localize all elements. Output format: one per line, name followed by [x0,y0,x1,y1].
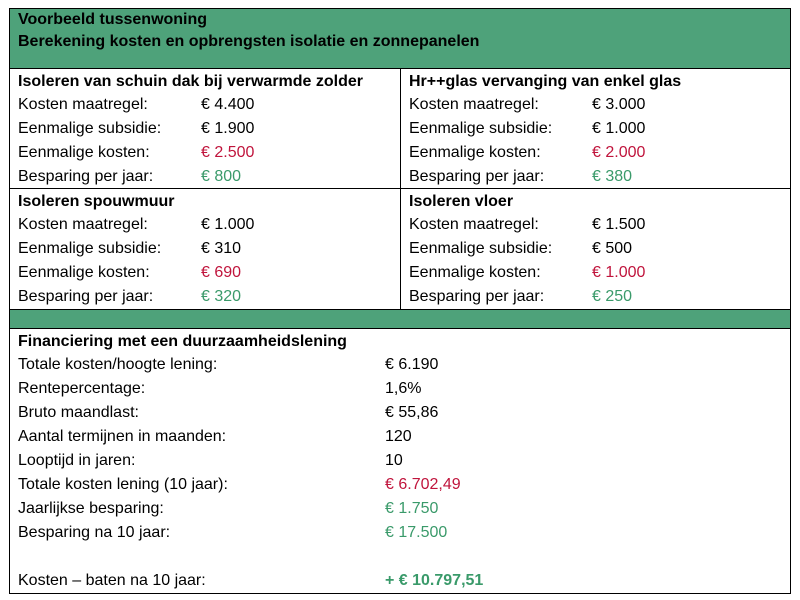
row-label: Kosten maatregel: [18,96,148,113]
row-label: Eenmalige kosten: [18,264,150,281]
row-label: Besparing per jaar: [18,168,154,185]
financing-value: 120 [385,428,412,445]
row-label: Eenmalige kosten: [409,144,541,161]
financing-row [18,356,778,378]
financing-value: € 6.190 [385,356,439,373]
header-subtitle: Berekening kosten en opbrengsten isolatie en zonnepanelen [18,33,480,50]
row-label: Eenmalige subsidie: [18,120,162,137]
row-value: € 3.000 [592,96,646,113]
row-label: Eenmalige subsidie: [409,120,553,137]
financing-label: Aantal termijnen in maanden: [18,428,227,445]
row-label: Eenmalige subsidie: [18,240,162,257]
measures-grid [10,69,790,309]
row-label: Eenmalige subsidie: [409,240,553,257]
row-value: € 2.000 [592,144,646,161]
row-value: € 800 [201,168,242,185]
row-label: Kosten maatregel: [409,216,539,233]
row-label: Besparing per jaar: [409,168,545,185]
row-label: Besparing per jaar: [409,288,545,305]
row-value: € 320 [201,288,242,305]
financing-label: Bruto maandlast: [18,404,139,421]
block-cavity-wall [10,189,401,309]
block-title: Hr++glas vervanging van enkel glas [409,73,682,90]
row-value: € 1.000 [592,264,646,281]
result-label: Kosten – baten na 10 jaar: [18,572,206,589]
section-divider [10,309,790,329]
row-value: € 380 [592,168,633,185]
financing-row [18,404,778,426]
financing-value: € 55,86 [385,404,439,421]
row-value: € 2.500 [201,144,255,161]
row-value: € 500 [592,240,633,257]
row-value: € 310 [201,240,242,257]
row-label: Kosten maatregel: [409,96,539,113]
row-value: € 1.500 [592,216,646,233]
row-label: Kosten maatregel: [18,216,148,233]
financing-label: Rentepercentage: [18,380,146,397]
financing-row [18,524,778,546]
row-value: € 1.000 [201,216,255,233]
result-row [18,572,778,594]
row-label: Eenmalige kosten: [18,144,150,161]
financing-value: € 6.702,49 [385,476,461,493]
block-title: Isoleren vloer [409,193,514,210]
financing-label: Besparing na 10 jaar: [18,524,171,541]
row-value: € 1.900 [201,120,255,137]
row-label: Besparing per jaar: [18,288,154,305]
calculation-table [9,8,791,594]
block-title: Isoleren van schuin dak bij verwarmde zolder [18,73,364,90]
financing-section [10,329,790,593]
financing-row [18,380,778,402]
financing-row [18,452,778,474]
table-header [10,9,790,69]
financing-row [18,428,778,450]
financing-label: Totale kosten lening (10 jaar): [18,476,228,493]
financing-value: 10 [385,452,403,469]
financing-row [18,500,778,522]
financing-value: € 1.750 [385,500,439,517]
result-value: + € 10.797,51 [385,572,484,589]
block-glass-replacement [401,69,790,189]
financing-label: Looptijd in jaren: [18,452,136,469]
financing-value: € 17.500 [385,524,448,541]
row-value: € 250 [592,288,633,305]
block-title: Isoleren spouwmuur [18,193,175,210]
financing-label: Totale kosten/hoogte lening: [18,356,218,373]
block-floor-insulation [401,189,790,309]
financing-value: 1,6% [385,380,422,397]
financing-label: Jaarlijkse besparing: [18,500,164,517]
row-value: € 1.000 [592,120,646,137]
row-value: € 690 [201,264,242,281]
header-title: Voorbeeld tussenwoning [18,11,208,28]
block-roof-insulation [10,69,401,189]
financing-row [18,476,778,498]
row-label: Eenmalige kosten: [409,264,541,281]
financing-title: Financiering met een duurzaamheidslening [18,333,347,350]
row-value: € 4.400 [201,96,255,113]
